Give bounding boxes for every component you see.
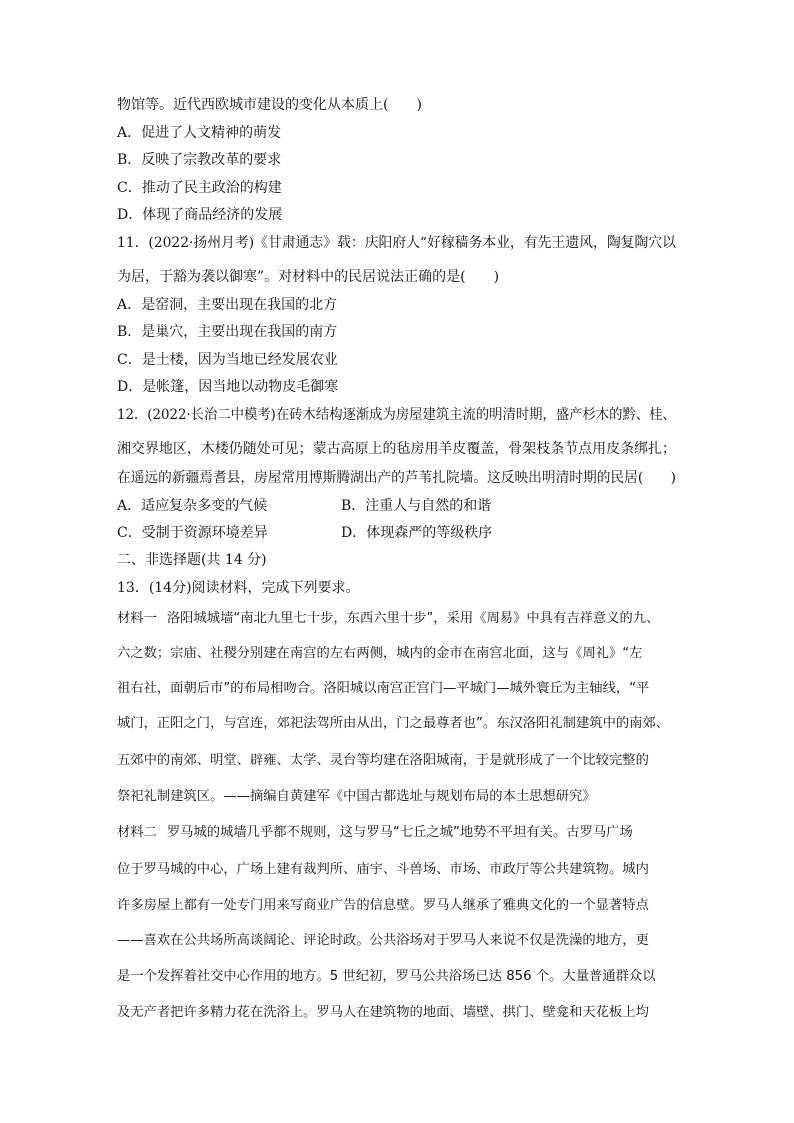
material-1-line: 城门，正阳之门，与宫连，郊祀法驾所由从出，门之最尊者也”。东汉洛阳礼制建筑中的南郊、: [117, 716, 670, 731]
q12-option-d: D．体现森严的等级秩序: [341, 525, 493, 541]
section-heading: 二、非选择题(共 14 分): [117, 552, 267, 568]
material-1-label: 材料一: [117, 611, 157, 626]
q10-option-b: B．反映了宗教改革的要求: [117, 152, 282, 168]
material-2-line: ——喜欢在公共场所高谈阔论、评论时政。公共浴场对于罗马人来说不仅是洗澡的地方，更: [117, 933, 649, 948]
q11-option-a: A．是窑洞，主要出现在我国的北方: [117, 297, 338, 313]
q11-option-c: C．是土楼，因为当地已经发展农业: [117, 352, 338, 368]
q12-option-c: C．受制于资源环境差异: [117, 525, 268, 541]
question-12-stem: 12．(2022·长治二中模考)在砖木结构逐渐成为房屋建筑主流的明清时期，盛产杉木的黔、桂、: [117, 407, 676, 423]
material-2-line: 是一个发挥着社交中心作用的地方。5 世纪初，罗马公共浴场已达 856 个。大量普通群众以: [117, 969, 656, 984]
q10-option-d: D．体现了商品经济的发展: [117, 207, 283, 223]
q11-option-b: B．是巢穴，主要出现在我国的南方: [117, 324, 338, 340]
question-13-stem: 13．(14分)阅读材料，完成下列要求。: [117, 580, 360, 596]
question-12-stem-cont: 在遥远的新疆焉耆县，房屋常用博斯腾湖出产的芦苇扎院墙。这反映出明清时期的民居( ): [117, 470, 676, 486]
question-11-stem: 11．(2022·扬州月考)《甘肃通志》载：庆阳府人“好稼穑务本业，有先王遗风，陶复陶穴以: [117, 235, 676, 251]
material-1-line: 材料一 洛阳城城墙“南北九里七十步，东西六里十步”，采用《周易》中具有吉祥意义的九、: [117, 611, 660, 626]
q12-option-a: A．适应复杂多变的气候: [117, 498, 268, 514]
question-12-stem-cont: 湘交界地区，木楼仍随处可见；蒙古高原上的毡房用羊皮覆盖，骨架枝条节点用皮条绑扎；: [117, 441, 676, 457]
material-2-line: 许多房屋上都有一处专门用来写商业广告的信息壁。罗马人继承了雅典文化的一个显著特点: [117, 898, 649, 913]
q10-option-c: C．推动了民主政治的构建: [117, 180, 282, 196]
material-1-line: 六之数；宗庙、社稷分别建在南宫的左右两侧，城内的金市在南宫北面，这与《周礼》“左: [117, 646, 643, 661]
material-1-line: 五郊中的南郊、明堂、辟雍、太学、灵台等均建在洛阳城南，于是就形成了一个比较完整的: [117, 753, 649, 768]
material-2-line: 材料二 罗马城的城墙几乎都不规则，这与罗马“七丘之城”地势不平坦有关。古罗马广场: [117, 825, 633, 840]
q12-option-b: B．注重人与自然的和谐: [341, 498, 492, 514]
material-2-line: 位于罗马城的中心，广场上建有裁判所、庙宇、斗兽场、市场、市政厅等公共建筑物。城内: [117, 862, 649, 877]
material-1-line: 祖右社，面朝后市”的布局相吻合。洛阳城以南宫正宫门—平城门—城外寰丘为主轴线，“平: [117, 681, 650, 696]
q10-option-a: A．促进了人文精神的萌发: [117, 125, 282, 141]
question-11-stem-cont: 为居，于豁为袭以御寒”。对材料中的民居说法正确的是( ): [117, 269, 500, 285]
q11-option-d: D．是帐篷，因当地以动物皮毛御寒: [117, 379, 339, 395]
material-2-line: 及无产者把许多精力花在洗浴上。罗马人在建筑物的地面、墙壁、拱门、壁龛和天花板上均: [117, 1005, 649, 1020]
material-2-label: 材料二: [117, 825, 157, 840]
material-1-source: 祭祀礼制建筑区。——摘编自黄建军《中国古都选址与规划布局的本土思想研究》: [117, 789, 596, 804]
question-10-stem-end: 物馆等。近代西欧城市建设的变化从本质上( ): [117, 97, 422, 113]
